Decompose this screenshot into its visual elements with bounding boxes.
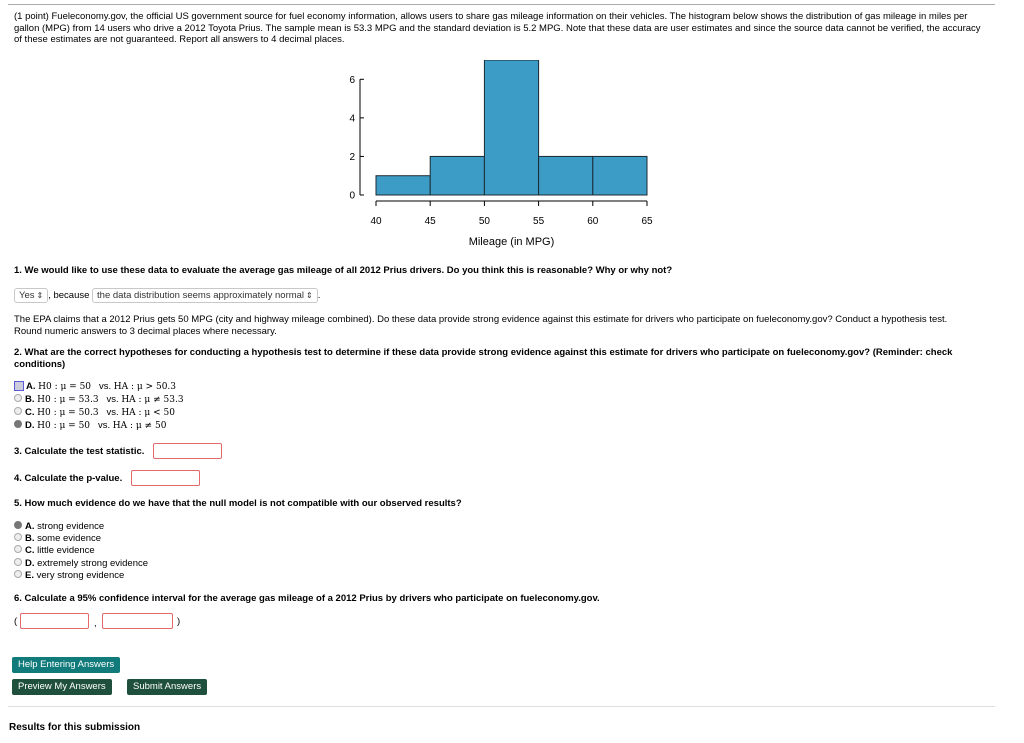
updown-icon: ⇕ [306, 291, 313, 300]
updown-icon: ⇕ [36, 291, 44, 300]
x-tick-label-5: 65 [641, 216, 653, 227]
q2-option-c[interactable]: C. H0 : μ = 50.3 vs. HA : μ < 50 [14, 407, 175, 419]
x-tick-label-2: 50 [478, 216, 490, 227]
q5-text: 5. How much evidence do we have that the null model is not compatible with our observed results? [14, 498, 462, 509]
y-tick-label-0: 0 [349, 190, 355, 202]
q2-option-b[interactable]: B. H0 : μ = 53.3 vs. HA : μ ≠ 53.3 [14, 394, 184, 406]
radio-icon[interactable] [14, 394, 22, 402]
x-axis-label: Mileage (in MPG) [468, 236, 555, 248]
q2-text: 2. What are the correct hypotheses for conducting a hypothesis test to determine if these data provide strong evidence against this estimate for drivers who participate on fueleconomy.gov? (Reminder: check conditions) [14, 347, 953, 370]
x-tick-label-4: 60 [587, 216, 599, 227]
q3-text: 3. Calculate the test statistic. [14, 446, 145, 457]
problem-intro: (1 point) Fueleconomy.gov, the official US government source for fuel economy information, allows users to share gas mileage information on their vehicles. The histogram below shows the distribution of gas mileage in miles per gallon (MPG) from 14 users who drive a 2012 Toyota Prius. The sample mean is 53.3 MPG and the standard deviation is 5.2 MPG. Note that these data are user estimates and since the source data cannot be verified, the accuracy of these estimates are not guaranteed. Report all answers to 4 decimal places. [14, 11, 981, 45]
q2-option-d[interactable]: D. H0 : μ = 50 vs. HA : μ ≠ 50 [14, 420, 166, 432]
radio-selected-icon[interactable] [14, 420, 22, 428]
radio-icon[interactable] [14, 381, 24, 391]
ci-comma: , [94, 618, 97, 629]
radio-icon[interactable] [14, 558, 22, 566]
q4-text: 4. Calculate the p-value. [14, 473, 123, 484]
y-tick-label-1: 2 [349, 151, 355, 163]
help-entering-answers-button[interactable]: Help Entering Answers [12, 657, 120, 673]
q1-yes-no-select[interactable]: Yes ⇕ [14, 288, 48, 303]
q5-option-e[interactable]: E. very strong evidence [14, 570, 124, 582]
ci-upper-input[interactable] [102, 613, 173, 629]
histogram-bar-1 [430, 156, 484, 195]
q1-text: 1. We would like to use these data to evaluate the average gas mileage of all 2012 Prius drivers. Do you think this is reasonable? Why or why not? [14, 265, 673, 276]
histogram-bar-2 [484, 60, 538, 195]
bottom-rule [8, 706, 995, 707]
submit-answers-button[interactable]: Submit Answers [127, 679, 207, 695]
p-value-input[interactable] [131, 470, 200, 486]
x-tick-label-0: 40 [370, 216, 382, 227]
y-tick-label-2: 4 [349, 113, 355, 125]
radio-selected-icon[interactable] [14, 521, 22, 529]
q6-text: 6. Calculate a 95% confidence interval for the average gas mileage of a 2012 Prius by drivers who participate on fueleconomy.gov. [14, 593, 600, 604]
epa-claim-text: The EPA claims that a 2012 Prius gets 50 MPG (city and highway mileage combined). Do these data provide strong evidence against this estimate for drivers who participate on fueleconomy.gov? Conduct a hypothesis test. Round numeric answers to 3 decimal places where necessary. [14, 314, 948, 337]
test-statistic-input[interactable] [153, 443, 222, 459]
radio-icon[interactable] [14, 407, 22, 415]
q1-reason-select[interactable]: the data distribution seems approximately normal ⇕ [92, 288, 318, 303]
histogram-bar-3 [539, 156, 593, 195]
q5-option-b[interactable]: B. some evidence [14, 533, 101, 545]
radio-icon[interactable] [14, 533, 22, 541]
ci-close-paren: ) [177, 616, 181, 627]
q5-option-c[interactable]: C. little evidence [14, 545, 95, 557]
top-rule [8, 4, 995, 5]
q1-answer-row [14, 288, 320, 303]
x-tick-label-3: 55 [533, 216, 545, 227]
radio-icon[interactable] [14, 570, 22, 578]
ci-open-paren: ( [14, 616, 18, 627]
histogram-bar-4 [593, 156, 647, 195]
q5-option-d[interactable]: D. extremely strong evidence [14, 558, 148, 570]
ci-lower-input[interactable] [20, 613, 89, 629]
q2-option-a[interactable]: A. H0 : μ = 50 vs. HA : μ > 50.3 [14, 381, 176, 393]
x-tick-label-1: 45 [424, 216, 436, 227]
q1-period: . [317, 290, 321, 302]
mileage-histogram [330, 60, 670, 252]
radio-icon[interactable] [14, 545, 22, 553]
q1-because: , because [48, 290, 90, 302]
q5-option-a[interactable]: A. strong evidence [14, 521, 104, 533]
histogram-bar-0 [376, 176, 430, 195]
y-tick-label-3: 6 [349, 74, 355, 86]
preview-answers-button[interactable]: Preview My Answers [12, 679, 112, 695]
results-heading: Results for this submission [9, 722, 141, 733]
